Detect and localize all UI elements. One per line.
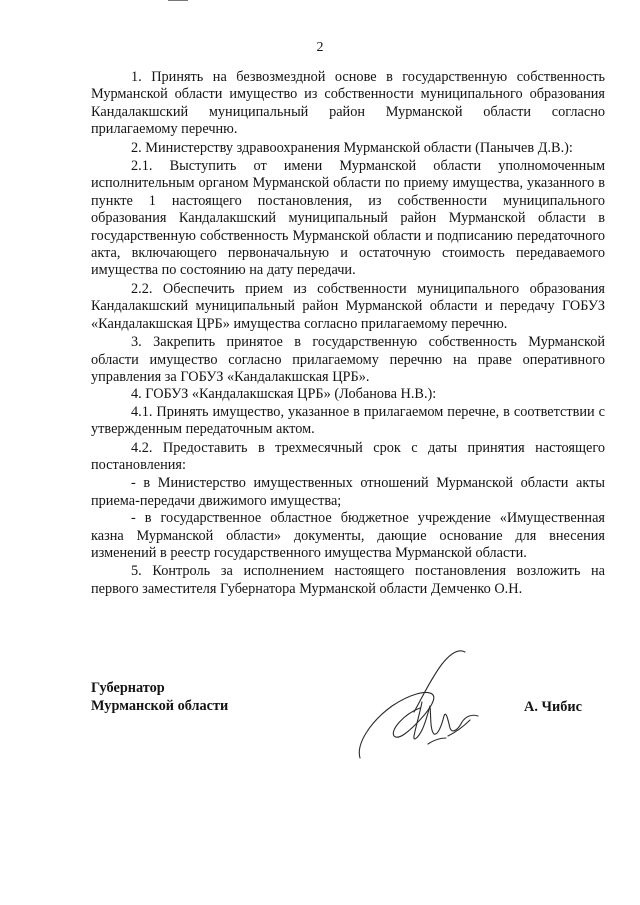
paragraph-5: 5. Контроль за исполнением настоящего постановления возложить на первого заместителя Губернатора Мурманской области Демченко О.Н. <box>91 563 605 597</box>
paragraph-2-2: 2.2. Обеспечить прием из собственности муниципального образования Кандалакшский муниципальный район Мурманской области и передачу ГОБУЗ «Кандалакшская ЦРБ» имущества согласно прилагаемому перечню. <box>91 280 605 332</box>
scan-mark <box>168 0 188 1</box>
paragraph-4: 4. ГОБУЗ «Кандалакшская ЦРБ» (Лобанова Н.В.): <box>131 386 437 403</box>
paragraph-4-2: 4.2. Предоставить в трехмесячный срок с даты принятия настоящего постановления: <box>91 439 605 473</box>
signatory-position-line-2: Мурманской области <box>91 697 229 714</box>
handwritten-signature <box>330 640 510 770</box>
resolution-body <box>91 69 605 598</box>
paragraph-4-2-item-2: - в государственное областное бюджетное учреждение «Имущественная казна Мурманской области» документы, дающие основание для внесения изменений в реестр государственного имущества Мурманской области. <box>91 510 605 561</box>
paragraph-2: 2. Министерству здравоохранения Мурманской области (Панычев Д.В.): <box>131 139 573 156</box>
signatory-name: А. Чибис <box>524 699 582 715</box>
paragraph-1: 1. Принять на безвозмездной основе в государственную собственность Мурманской области имущество из собственности муниципального образования Кандалакшский муниципальный район Мурманской области согласно прилагаемому перечню. <box>91 69 605 138</box>
signatory-position <box>91 680 228 715</box>
signatory-position-line-1: Губернатор <box>91 680 165 696</box>
paragraph-4-1: 4.1. Принять имущество, указанное в прилагаемом перечне, в соответствии с утвержденным передаточным актом. <box>91 403 605 438</box>
paragraph-2-1: 2.1. Выступить от имени Мурманской области уполномоченным исполнительным органом Мурманской области по приему имущества, указанного в пункте 1 настоящего постановления, из собственности муниципального образования Кандалакшский муниципальный район Мурманской области в государственную собственность Мурманской области и подписанию передаточного акта, включающего первоначальную и остаточную стоимость передаваемого имущества по состоянию на дату передачи. <box>91 158 605 279</box>
paragraph-4-2-item-1: - в Министерство имущественных отношений Мурманской области акты приема-передачи движимого имущества; <box>91 475 605 509</box>
paragraph-3: 3. Закрепить принятое в государственную собственность Мурманской области имущество согласно прилагаемому перечню на праве оперативного управления за ГОБУЗ «Кандалакшская ЦРБ». <box>91 334 605 385</box>
page-number: 2 <box>316 40 324 55</box>
